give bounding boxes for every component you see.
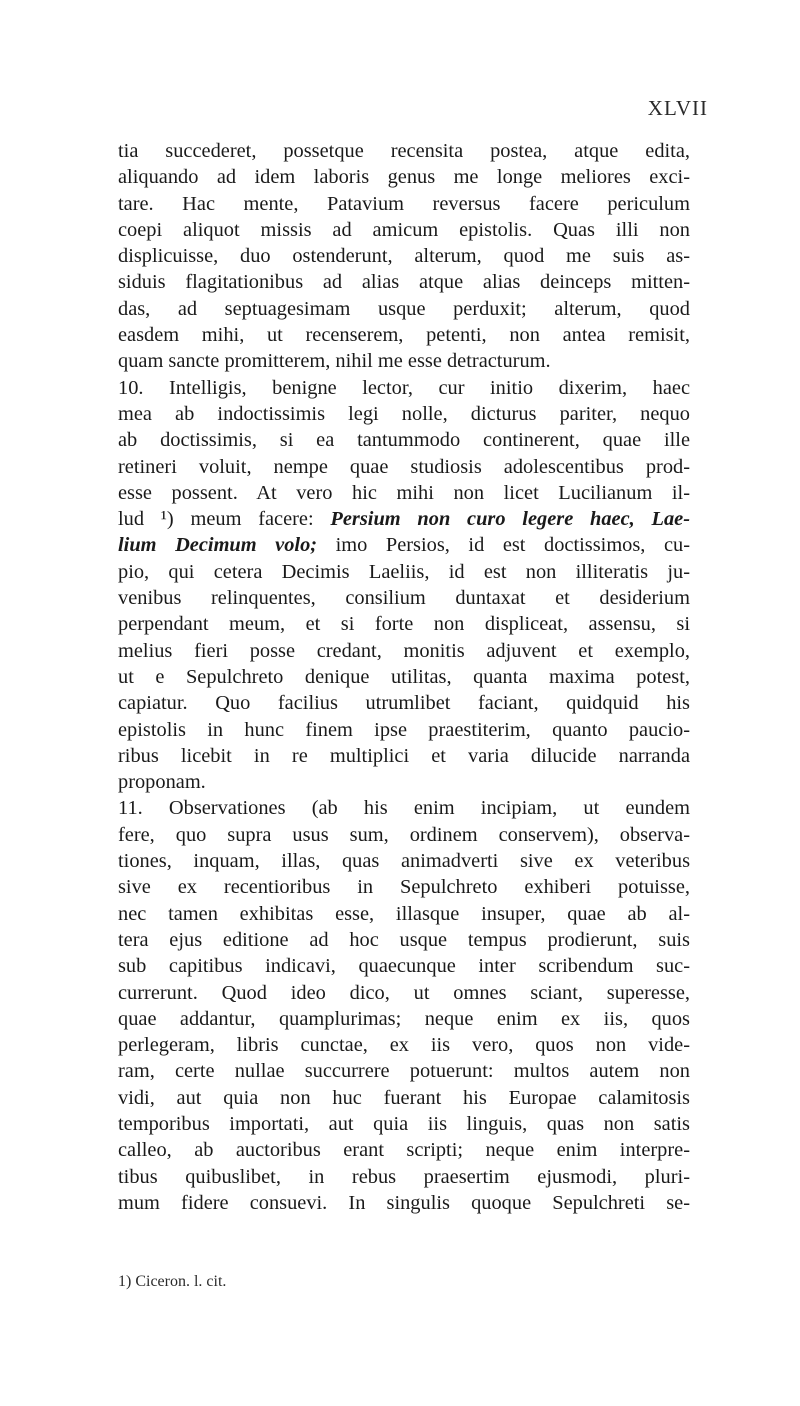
text-line: venibus relinquentes, consilium duntaxat et desiderium [118, 587, 690, 610]
text-segment: lud ¹) meum facere: [118, 508, 331, 531]
text-line: pio, qui cetera Decimis Laeliis, id est non illiteratis ju- [118, 560, 690, 583]
text-line: coepi aliquot missis ad amicum epistolis. Quas illi non [118, 218, 690, 241]
text-line [118, 532, 690, 558]
text-line: sive ex recentioribus in Sepulchreto exhiberi potuisse, [118, 876, 690, 899]
text-line: ram, certe nullae succurrere potuerunt: multos autem non [118, 1060, 690, 1083]
text-line: retineri voluit, nempe quae studiosis adolescentibus prod- [118, 455, 690, 478]
text-line: easdem mihi, ut recenserem, petenti, non antea remisit, [118, 324, 690, 347]
text-line: epistolis in hunc finem ipse praestiterim, quanto paucio- [118, 718, 690, 741]
text-line: esse possent. At vero hic mihi non licet Lucilianum il- [118, 481, 690, 504]
text-line [118, 506, 690, 532]
text-line: melius fieri posse credant, monitis adjuvent et exemplo, [118, 639, 690, 662]
text-line: tibus quibuslibet, in rebus praesertim ejusmodi, pluri- [118, 1165, 690, 1188]
text-line: sub capitibus indicavi, quaecunque inter scribendum suc- [118, 955, 690, 978]
text-line: siduis flagitationibus ad alias atque alias deinceps mitten- [118, 271, 690, 294]
text-line: quam sancte promitterem, nihil me esse detracturum. [118, 350, 551, 373]
text-line: tare. Hac mente, Patavium reversus facere periculum [118, 192, 690, 215]
text-line: mum fidere consuevi. In singulis quoque Sepulchreti se- [118, 1191, 690, 1214]
text-line: currerunt. Quod ideo dico, ut omnes sciant, superesse, [118, 981, 690, 1004]
text-line: mea ab indoctissimis legi nolle, dicturus pariter, nequo [118, 402, 690, 425]
text-line: ribus licebit in re multiplici et varia dilucide narranda [118, 744, 690, 767]
text-line: 11. Observationes (ab his enim incipiam, ut eundem [118, 797, 690, 820]
text-line: quae addantur, quamplurimas; neque enim ex iis, quos [118, 1007, 690, 1030]
text-line: fere, quo supra usus sum, ordinem conservem), observa- [118, 823, 690, 846]
text-line: vidi, aut quia non huc fuerant his Europae calamitosis [118, 1086, 690, 1109]
text-line: tiones, inquam, illas, quas animadverti sive ex veteribus [118, 850, 690, 873]
text-line: displicuisse, duo ostenderunt, alterum, quod me suis as- [118, 245, 690, 268]
text-line: das, ad septuagesimam usque perduxit; alterum, quod [118, 297, 690, 320]
text-line: aliquando ad idem laboris genus me longe meliores exci- [118, 166, 690, 189]
italic-quote: Persium non curo legere haec, Lae- [330, 508, 690, 531]
text-line: perlegeram, libris cunctae, ex iis vero, quos non vide- [118, 1034, 690, 1057]
text-segment: imo Persios, id est doctissimos, cu- [317, 534, 690, 557]
text-line: 10. Intelligis, benigne lector, cur initio dixerim, haec [118, 376, 690, 399]
text-line: perpendant meum, et si forte non displiceat, assensu, si [118, 613, 690, 636]
page-number: XLVII [647, 96, 708, 120]
text-line: ab doctissimis, si ea tantummodo continerent, quae ille [118, 429, 690, 452]
text-line: nec tamen exhibitas esse, illasque insuper, quae ab al- [118, 902, 690, 925]
text-line: proponam. [118, 771, 206, 794]
italic-quote: lium Decimum volo; [118, 534, 318, 557]
text-line: temporibus importati, aut quia iis linguis, quas non satis [118, 1112, 690, 1135]
body-text [118, 138, 690, 1216]
text-line: tera ejus editione ad hoc usque tempus prodierunt, suis [118, 928, 690, 951]
text-line: calleo, ab auctoribus erant scripti; neque enim interpre- [118, 1139, 690, 1162]
footnote: 1) Ciceron. l. cit. [118, 1273, 227, 1290]
text-line: capiatur. Quo facilius utrumlibet faciant, quidquid his [118, 692, 690, 715]
text-line: ut e Sepulchreto denique utilitas, quanta maxima potest, [118, 665, 690, 688]
text-line: tia succederet, possetque recensita postea, atque edita, [118, 140, 690, 162]
